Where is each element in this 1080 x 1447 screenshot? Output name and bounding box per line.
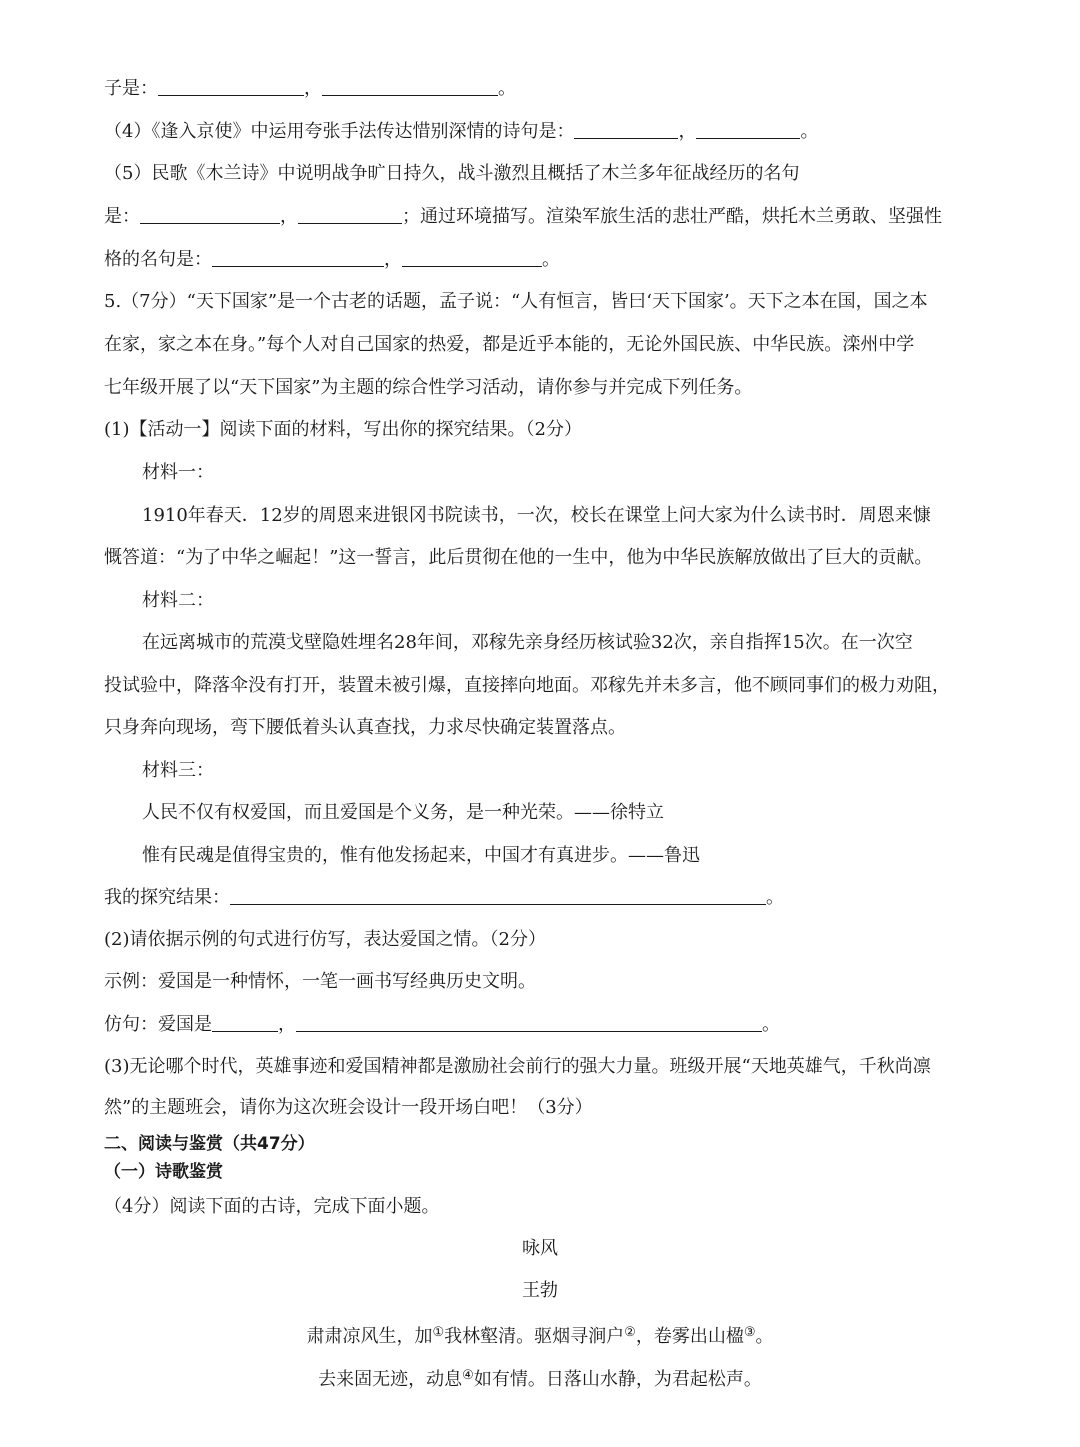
footnote-marker: ③ <box>743 1325 756 1340</box>
answer-blank[interactable] <box>212 1013 278 1032</box>
q5-intro-3: 七年级开展了以“天下国家”为主题的综合性学习活动，请你参与并完成下列任务。 <box>104 377 753 398</box>
answer-blank[interactable] <box>402 248 542 267</box>
q5-activity-2: (2)请依据示例的句式进行仿写，表达爱国之情。（2分） <box>104 929 546 950</box>
answer-blank[interactable] <box>140 205 280 224</box>
q5-activity-3-line-1: (3)无论哪个时代，英雄事迹和爱国精神都是激励社会前行的强大力量。班级开展“天地英雄气，千秋尚凛 <box>104 1056 931 1077</box>
q4-line-zi: 子是： ， 。 <box>104 78 516 99</box>
q5-activity-3-line-2: 然”的主题班会，请你为这次班会设计一段开场白吧！（3分） <box>104 1097 593 1118</box>
q5-intro-2: 在家，家之本在身。”每个人对自己国家的热爱，都是近乎本能的，无论外国民族、中华民族。滦州中学 <box>104 334 915 355</box>
poem-line-1: 肃肃凉风生，加①我林壑清。驱烟寻涧户②，卷雾出山楹③。 <box>306 1325 774 1347</box>
material-3-line-2: 惟有民魂是值得宝贵的，惟有他发扬起来，中国才有真进步。——鲁迅 <box>142 845 700 866</box>
q5-activity-1: (1)【活动一】阅读下面的材料，写出你的探究结果。（2分） <box>104 419 582 440</box>
q4-sub5-c: 格的名句是： ， 。 <box>104 249 560 270</box>
answer-blank[interactable] <box>158 77 304 96</box>
section-heading: 二、阅读与鉴赏（共47分） <box>104 1134 315 1154</box>
poem-title: 咏风 <box>522 1238 558 1259</box>
research-result: 我的探究结果： 。 <box>104 887 784 908</box>
answer-blank[interactable] <box>230 886 766 905</box>
material-3-line-1: 人民不仅有权爱国，而且爱国是个义务，是一种光荣。——徐特立 <box>142 802 664 823</box>
q5-intro-1: 5.（7分）“天下国家”是一个古老的话题，孟子说：“人有恒言，皆曰‘天下国家’。天下之本在国，国之本 <box>104 291 928 312</box>
material-2-label: 材料二： <box>142 590 214 611</box>
material-1-label: 材料一： <box>142 462 214 483</box>
poem-instruction: （4分）阅读下面的古诗，完成下面小题。 <box>104 1196 440 1217</box>
material-2-line-3: 只身奔向现场，弯下腰低着头认真查找，力求尽快确定装置落点。 <box>104 717 626 738</box>
footnote-marker: ② <box>624 1325 636 1340</box>
imitation-sentence: 仿句：爱国是 ， 。 <box>104 1014 780 1035</box>
q4-sub5-a: （5）民歌《木兰诗》中说明战争旷日持久，战斗激烈且概括了木兰多年征战经历的名句 <box>104 163 800 184</box>
material-3-label: 材料三： <box>142 760 214 781</box>
poem-author: 王勃 <box>522 1280 558 1301</box>
footnote-marker: ① <box>432 1325 445 1340</box>
material-1-line-1: 1910年春天．12岁的周恩来进银冈书院读书，一次，校长在课堂上问大家为什么读书时．周恩来慷 <box>142 505 931 526</box>
answer-blank[interactable] <box>574 120 678 139</box>
answer-blank[interactable] <box>212 248 384 267</box>
q4-sub4: （4）《逢入京使》中运用夸张手法传达惜别深情的诗句是： ， 。 <box>104 121 819 142</box>
answer-blank[interactable] <box>298 205 402 224</box>
material-2-line-1: 在远离城市的荒漠戈壁隐姓埋名28年间，邓稼先亲身经历核试验32次，亲自指挥15次。在一次空 <box>142 632 913 653</box>
material-2-line-2: 投试验中，降落伞没有打开，装置未被引爆，直接摔向地面。邓稼先并未多言，他不顾同事们的极力劝阻， <box>104 675 950 696</box>
answer-blank[interactable] <box>322 77 498 96</box>
answer-blank[interactable] <box>696 120 800 139</box>
footnote-marker: ④ <box>462 1368 474 1383</box>
material-1-line-2: 慨答道：“为了中华之崛起！”这一誓言，此后贯彻在他的一生中，他为中华民族解放做出了巨大的贡献。 <box>104 547 933 568</box>
q4-sub5-b: 是： ， ；通过环境描写。渲染军旅生活的悲壮严酷，烘托木兰勇敢、坚强性 <box>104 206 942 227</box>
subsection-heading: （一）诗歌鉴赏 <box>104 1162 223 1182</box>
q5-example: 示例：爱国是一种情怀，一笔一画书写经典历史文明。 <box>104 971 536 992</box>
poem-line-2: 去来固无迹，动息④如有情。日落山水静，为君起松声。 <box>318 1368 762 1390</box>
answer-blank[interactable] <box>296 1013 762 1032</box>
